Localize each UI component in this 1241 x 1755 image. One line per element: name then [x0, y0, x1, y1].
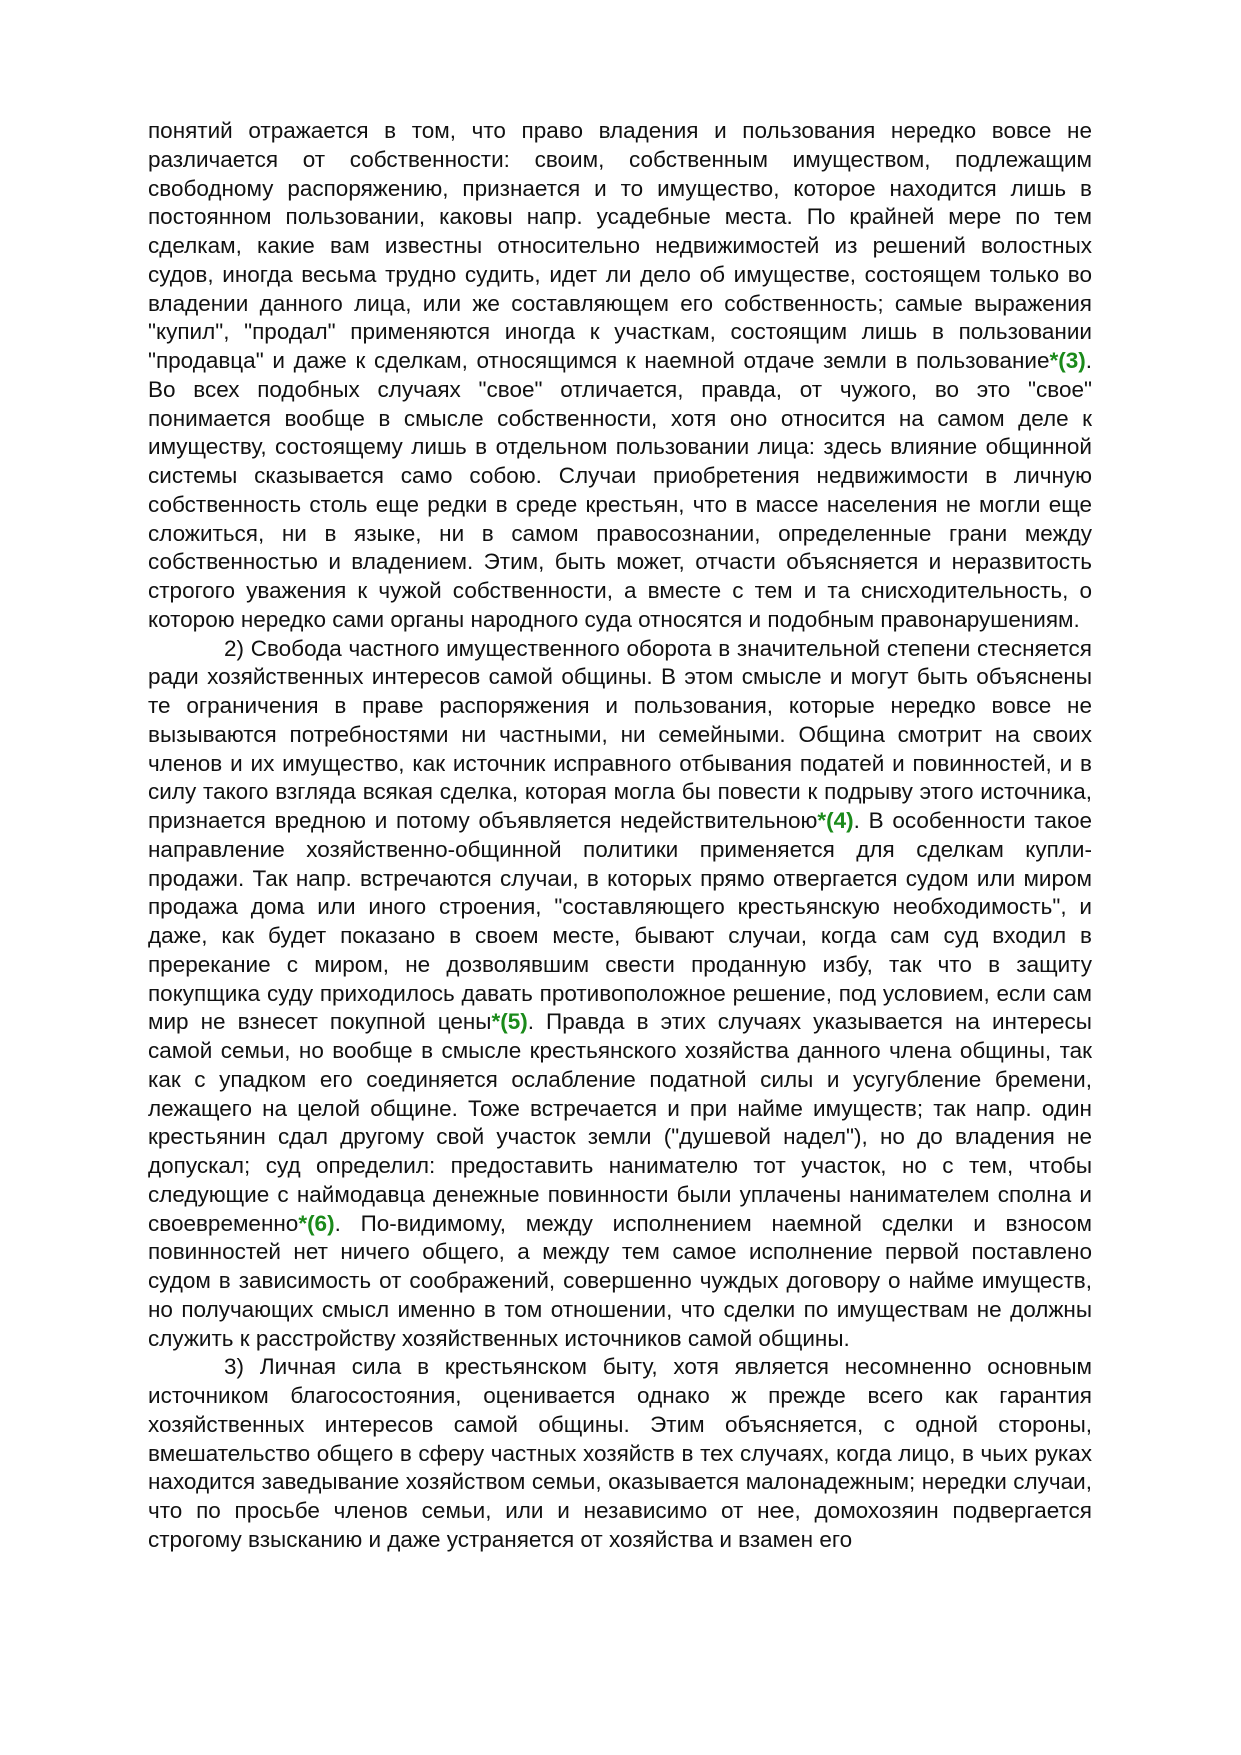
paragraph-3-text-1: 3) Личная сила в крестьянском быту, хотя является несомненно основным источником благосостояния, оценивается однако ж прежде всего как гарантия хозяйственных интересов самой общины. Этим объясняется, с одной стороны, вмешательство общего в сферу частных хозяйств в тех случаях, когда лицо, в чьих руках находится заведывание хозяйством семьи, оказывается малонадежным; нередки случаи, что по просьбе членов семьи, или и независимо от нее, домохозяин подвергается строгому взысканию и даже устраняется от хозяйства и взамен его: [148, 1354, 1092, 1552]
paragraph-1: [148, 117, 1092, 635]
paragraph-2-text-3: . Правда в этих случаях указывается на интересы самой семьи, но вообще в смысле крестьянского хозяйства данного члена общины, так как с упадком его соединяется ослабление податной силы и усугубление бремени, лежащего на целой общине. Тоже встречается и при найме имуществ; так напр. один крестьянин сдал другому свой участок земли ("душевой надел"), но до владения не допускал; суд определил: предоставить нанимателю тот участок, но с тем, чтобы следующие с наймодавца денежные повинности были уплачены нанимателем сполна и своевременно: [148, 1009, 1092, 1236]
footnote-link-5[interactable]: *(5): [491, 1009, 528, 1035]
paragraph-1-text-1: понятий отражается в том, что право владения и пользования нередко вовсе не различается от собственности: своим, собственным имуществом, подлежащим свободному распоряжению, признается и то имущество, которое находится лишь в постоянном пользовании, каковы напр. усадебные места. По крайней мере по тем сделкам, какие вам известны относительно недвижимостей из решений волостных судов, иногда весьма трудно судить, идет ли дело об имуществе, состоящем только во владении данного лица, или же составляющем его собственность; самые выражения "купил", "продал" применяются иногда к участкам, состоящим лишь в пользовании "продавца" и даже к сделкам, относящимся к наемной отдаче земли в пользование: [148, 118, 1092, 373]
footnote-link-3[interactable]: *(3): [1049, 348, 1086, 373]
footnote-link-4[interactable]: *(4): [817, 808, 854, 833]
paragraph-2-text-4: . По-видимому, между исполнением наемной сделки и взносом повинностей нет ничего общего, а между тем самое исполнение первой поставлено судом в зависимость от соображений, совершенно чуждых договору о найме имуществ, но получающих смысл именно в том отношении, что сделки по имуществам не должны служить к расстройству хозяйственных источников самой общины.: [148, 1210, 1092, 1351]
footnote-link-6[interactable]: *(6): [298, 1210, 335, 1236]
paragraph-3: [148, 1353, 1092, 1554]
paragraph-1-text-2: . Во всех подобных случаях "свое" отличается, правда, от чужого, во это "свое" понимается вообще в смысле собственности, хотя оно относится на самом деле к имуществу, состоящему лишь в отдельном пользовании лица: здесь влияние общинной системы сказывается само собою. Случаи приобретения недвижимости в личную собственность столь еще редки в среде крестьян, что в массе населения не могли еще сложиться, ни в языке, ни в самом правосознании, определенные грани между собственностью и владением. Этим, быть может, отчасти объясняется и неразвитость строгого уважения к чужой собственности, а вместе с тем и та снисходительность, о которою нередко сами органы народного суда относятся и подобным правонарушениям.: [148, 348, 1092, 632]
document-page: [148, 117, 1092, 1555]
paragraph-2-text-1: 2) Свобода частного имущественного оборота в значительной степени стесняется ради хозяйственных интересов самой общины. В этом смысле и могут быть объяснены те ограничения в праве распоряжения и пользования, которые нередко вовсе не вызываются потребностями ни частными, ни семейными. Община смотрит на своих членов и их имущество, как источник исправного отбывания податей и повинностей, и в силу такого взгляда всякая сделка, которая могла бы повести к подрыву этого источника, признается вредною и потому объявляется недействительною: [148, 635, 1092, 833]
paragraph-2-text-2: . В особенности такое направление хозяйственно-общинной политики применяется для сделкам купли-продажи. Так напр. встречаются случаи, в которых прямо отвергается судом или миром продажа дома или иного строения, "составляющего крестьянскую необходимость", и даже, как будет показано в своем месте, бывают случаи, когда сам суд входил в пререкание с миром, не дозволявшим свести проданную избу, так что в защиту покупщика суду приходилось давать противоположное решение, под условием, если сам мир не взнесет покупной цены: [148, 808, 1092, 1035]
paragraph-2: [148, 635, 1092, 1354]
